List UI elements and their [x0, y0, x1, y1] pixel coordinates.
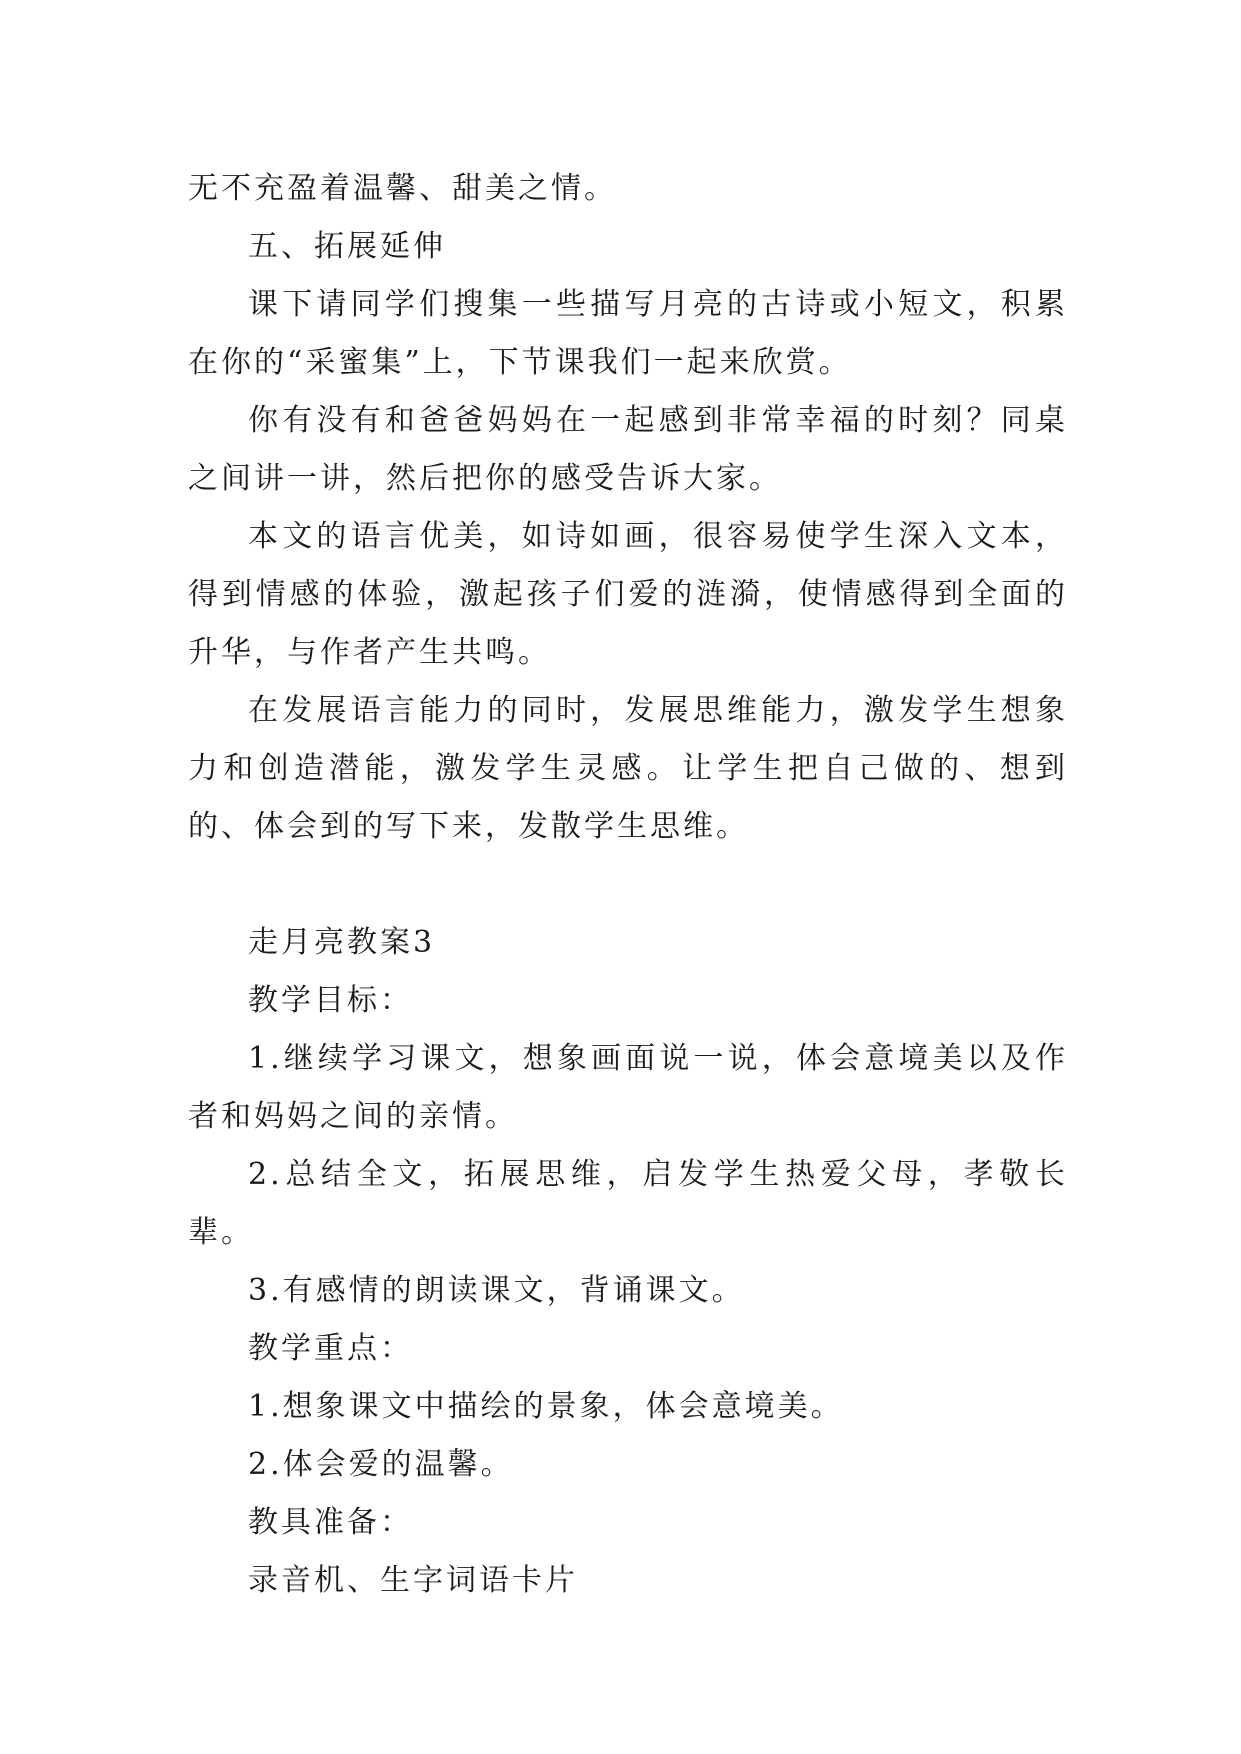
paragraph: 在发展语言能力的同时，发展思维能力，激发学生想象力和创造潜能，激发学生灵感。让学生把自己做的、想到的、体会到的写下来，发散学生思维。 — [188, 693, 1068, 844]
subheading: 教学目标： — [248, 983, 413, 1018]
list-item: 1.继续学习课文，想象画面说一说，体会意境美以及作者和妈妈之间的亲情。 — [188, 1041, 1068, 1134]
paragraph: 录音机、生字词语卡片 — [248, 1563, 578, 1598]
subheading: 教学重点： — [248, 1331, 413, 1366]
paragraph: 你有没有和爸爸妈妈在一起感到非常幸福的时刻？同桌之间讲一讲，然后把你的感受告诉大家。 — [188, 403, 1068, 496]
document-body — [188, 160, 1068, 1610]
paragraph: 课下请同学们搜集一些描写月亮的古诗或小短文，积累在你的“采蜜集”上，下节课我们一起来欣赏。 — [188, 287, 1068, 380]
section-heading: 五、拓展延伸 — [248, 229, 446, 264]
list-item: 1.想象课文中描绘的景象，体会意境美。 — [248, 1389, 844, 1424]
lesson-title: 走月亮教案3 — [248, 925, 436, 960]
list-item: 3.有感情的朗读课文，背诵课文。 — [248, 1273, 745, 1308]
paragraph: 无不充盈着温馨、甜美之情。 — [188, 171, 617, 206]
subheading: 教具准备： — [248, 1505, 413, 1540]
paragraph: 本文的语言优美，如诗如画，很容易使学生深入文本，得到情感的体验，激起孩子们爱的涟漪，使情感得到全面的升华，与作者产生共鸣。 — [188, 519, 1068, 670]
section-spacer — [188, 856, 1068, 914]
list-item: 2.总结全文，拓展思维，启发学生热爱父母，孝敬长辈。 — [188, 1157, 1068, 1250]
list-item: 2.体会爱的温馨。 — [248, 1447, 514, 1482]
